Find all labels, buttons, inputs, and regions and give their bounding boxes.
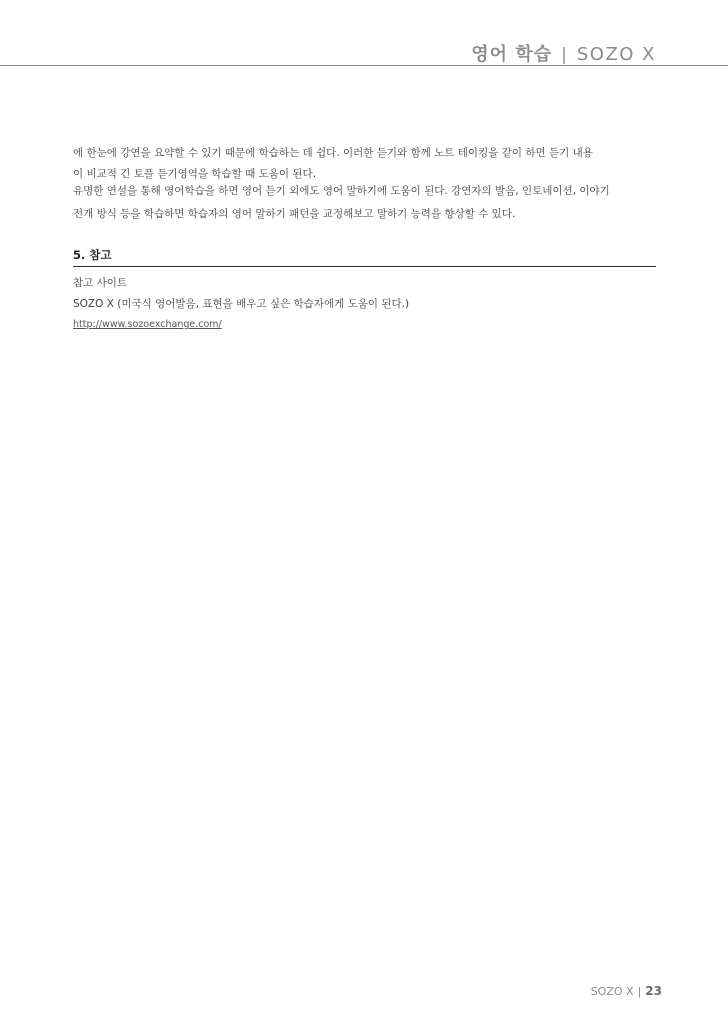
page-footer (591, 982, 662, 1001)
header-title (471, 44, 656, 66)
body-line-3: 유명한 연설을 통해 영어학습을 하면 영어 듣기 외에도 영어 말하기에 도움이 된다. 강연자의 발음, 인토네이션, 이야기 (73, 185, 610, 197)
body-line-2: 이 비교적 긴 토플 듣기영역을 학습할 때 도움이 된다. (73, 168, 317, 180)
footer-brand: SOZO X (590, 985, 634, 998)
header-separator: | (561, 45, 567, 65)
page-header (0, 0, 728, 70)
reference-link[interactable]: http://www.sozoexchange.com/ (73, 319, 222, 330)
page-number: 23 (645, 984, 662, 998)
section-heading: 5. 참고 (73, 246, 656, 267)
reference-description: SOZO X (미국식 영어발음, 표현을 배우고 싶은 학습자에게 도움이 된다.) (73, 298, 410, 310)
footer-separator: | (637, 985, 642, 998)
header-brand: SOZO X (576, 44, 656, 65)
reference-label: 참고 사이트 (73, 277, 128, 289)
header-topic: 영어 학습 (471, 44, 553, 65)
body-line-1: 에 한눈에 강연을 요약할 수 있기 때문에 학습하는 데 쉽다. 이러한 듣기와 함께 노트 테이킹을 같이 하면 듣기 내용 (73, 147, 593, 159)
body-line-4: 전개 방식 등을 학습하면 학습자의 영어 말하기 패턴을 교정해보고 말하기 능력을 향상할 수 있다. (73, 208, 516, 220)
header-divider (0, 65, 728, 66)
